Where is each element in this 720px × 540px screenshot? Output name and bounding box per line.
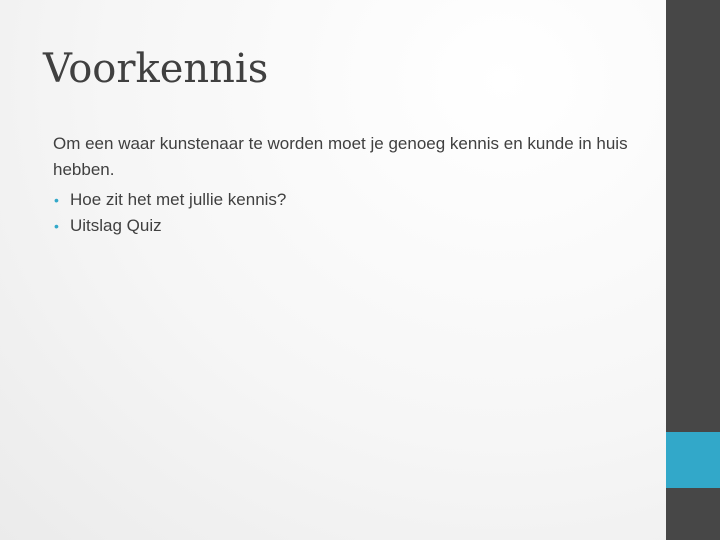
bullet-item xyxy=(53,213,633,239)
bullet-icon: • xyxy=(54,192,59,208)
intro-text: Om een waar kunstenaar te worden moet je genoeg kennis en kunde in huis hebben. xyxy=(53,134,628,179)
slide-body xyxy=(53,131,633,239)
bullet-icon: • xyxy=(54,218,59,234)
bullet-text: Hoe zit het met jullie kennis? xyxy=(70,190,287,209)
slide-title: Voorkennis xyxy=(43,46,269,92)
bullet-list xyxy=(53,187,633,239)
bullet-item xyxy=(53,187,633,213)
accent-block xyxy=(666,432,720,488)
bullet-text: Uitslag Quiz xyxy=(70,216,162,235)
